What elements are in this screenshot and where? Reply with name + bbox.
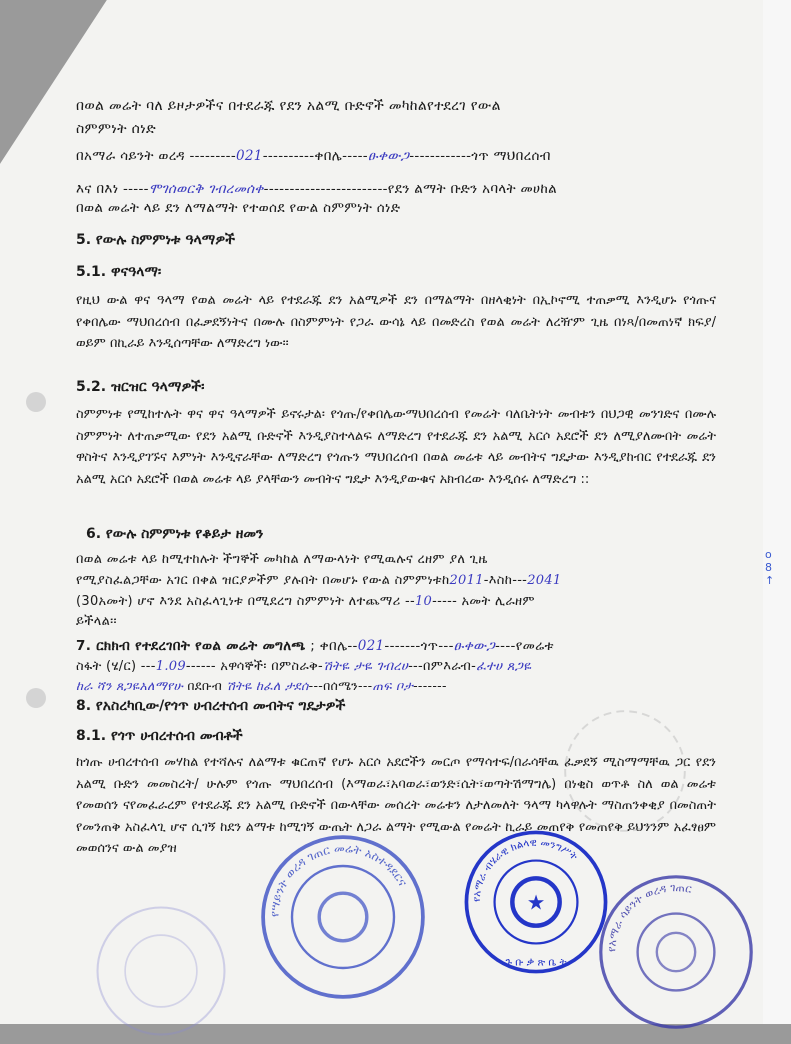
- section6-line2: የሚያስፈልጋቸው አገር በቀል ዝርያዎችም ያሉበት በመሆኑ የውል ስምምነቱከ2011-እስከ---2041: [76, 573, 562, 588]
- section7-heading: 7. ርክክብ የተደረገበት የወል መሬት መግለጫ: [76, 638, 306, 654]
- section5-1-text: የዚህ ውል ዋና ዓላማ የወል መሬት ላይ የተደራጁ ደን አልሚዎች ደን በማልማት በዘላቂነት በኢኮኖሚ ተጠቃሚ እንዲሆኑ የጎጡና የቀበሌው ማህበረሰብ በፈቃደኝነትና በሙሉ በስምምነት የጋራ ውሳኔ ላይ በመድረስ የወል መሬት ለረዥም ጊዜ በነጻ/በመጠነኛ ክፍያ/ ወይም በኪራይ እንዲሰጣቸው ለማድረግ ነው፡፡: [76, 293, 716, 351]
- section8-heading: 8. የአስረካቢው/የጎጥ ሀብረተሰብ መብትና ግዴታዎች: [76, 698, 346, 714]
- official-stamp-admin: [596, 872, 756, 1032]
- boundary-north-land: ጠፍ ቦታ: [372, 678, 414, 693]
- intro-woreda-label: በአማራ ሳይንት ወረዳ: [76, 148, 185, 164]
- intro-kebele-value: ፁቀውጋ: [367, 148, 410, 164]
- intro-row2: እና በእነ -----ሞገሰወርቅ ገብረመሰቀ------------------------የደን ልማት ቡድን አባላት መሀከል: [76, 181, 558, 197]
- section5-heading: 5. የውሉ ስምምነቱ ዓላማዎች: [76, 232, 235, 248]
- intro-row3: በወል መሬት ላይ ደን ለማልማት የተወሰደ የውል ስምምነት ሰነድ: [76, 200, 401, 216]
- boundary-west-value: ፈተሀ ጸጋዬ: [476, 659, 532, 674]
- punch-hole: [26, 392, 46, 412]
- svg-text:የሣይንት ወረዳ ገጠር መሬት አስተዳደርና: የሣይንት ወረዳ ገጠር መሬት አስተዳደርና: [267, 841, 410, 918]
- section5-2-heading: 5.2. ዝርዝር ዓላማዎች፡: [76, 379, 205, 395]
- punch-hole: [26, 688, 46, 708]
- section7-kebele-value: 021: [357, 638, 385, 654]
- document-title-line1: በወል መሬት ባለ ይዞታዎችና በተደራጁ የደን አልሚ ቡድኖች መካከልየተደረገ የውል: [76, 98, 501, 114]
- section6-line3-end: አመት ሊራዘም: [461, 594, 535, 609]
- faded-stamp: [92, 902, 230, 1040]
- svg-text:ጉ ቡ ቃ ጽ ቤ ት: ጉ ቡ ቃ ጽ ቤ ት: [505, 956, 567, 969]
- section7-kebele-label: ; ቀበሌ: [310, 638, 348, 654]
- section5-2-text: ስምምነቱ የሚከተሉት ዋና ዋና ዓላማዎች ይኖሩታል፡ የጎጡ/የቀበሌውማህበረሰብ የመሬት ባለቤትነት መብቱን በህጋዊ መንገድና በሙሉ ስምምነት ለተጠቃሚው የደን አልሚ ቡድኖች እንዲያስተላልፍ ለማድረግ የተደራጁ ደን አልሚ አርሶ አደሮች ደን ለሚያለሙበት መሬት ዋስትና እንዲያገኙና እምነት እንዲኖራቸው ለማድረግ የጎጡን ማህበረሰብ በወል መሬቱ ላይ መብትና ግዴታው እንዲያከብር የተደራጁ ደን አልሚ አርሶ አደሮች በወል መሬቱ ላይ ያላቸውን መብትና ግዴታ እንዲያውቁና አክብረው እንዲሰሩ ለማድረግ ::: [76, 407, 716, 487]
- faded-stamp-bleed: [560, 706, 690, 836]
- section7-got-label: ጎጥ: [420, 638, 439, 654]
- contract-start-year: 2011: [449, 573, 484, 588]
- section8-1-heading: 8.1. የጎጥ ሀብረተሰብ መብቶች: [76, 728, 243, 744]
- boundaries-east-label: አዋሳኞች፡ በምስራቅ: [220, 659, 319, 674]
- intro-woreda-no: 021: [236, 148, 263, 164]
- boundary-east-value: ሽትዬ ታዬ ገብረሀ: [323, 659, 409, 674]
- boundary-north-label: በሰሜን: [323, 678, 359, 693]
- document-title-line2: ስምምነት ሰነድ: [76, 121, 156, 137]
- section6-line3-text: (30አመት) ሆኖ እንደ አስፈላጊነቱ በሚደረግ ስምምነት ለተጨማሪ: [76, 594, 401, 609]
- boundary-west-label: በምእራብ: [423, 659, 472, 674]
- section7-got-value: ፁቀውጋ: [453, 638, 495, 654]
- land-area-label: ስፋት (ሄ/ር): [76, 659, 137, 674]
- land-area-value: 1.09: [155, 659, 186, 674]
- section7-row2: ስፋት (ሄ/ር) ---1.09------ አዋሳኞች፡ በምስራቅ-ሽትዬ ታዬ ገብረሀ---በምእራብ-ፈተሀ ጸጋዬ: [76, 659, 532, 674]
- intro-got-label: ጎጥ ማህበረሰብ: [471, 148, 551, 164]
- section5-1-heading: 5.1. ዋናዓላማ፡: [76, 264, 162, 280]
- intro-members-label: የደን ልማት ቡድን አባላት መሀከል: [387, 181, 558, 197]
- boundary-south-label: በደቡብ: [187, 678, 223, 693]
- contract-end-year: 2041: [527, 573, 562, 588]
- section6-line2-text: የሚያስፈልጋቸው አገር በቀል ዝርያዎችም ያሉበት በመሆኑ የውል ስምምነቱከ: [76, 573, 450, 588]
- official-stamp-woreda: [258, 832, 428, 1002]
- section8-1-text: ከጎጡ ሀብረተሰብ መሃከል የተሻሉና ለልማቱ ቁርጠኛ የሆኑ አርሶ አደሮችን መርጦ የማሳተፍ/በራሳቸዉ ፈቃደኝ ሚስማማቸዉ ጋር የደን አልሚ ቡድን መመስረት/ ሁሉም የጎጡ ማህበረሰብ (እማወራ፣አባወራ፣ወንድ፣ሴት፣ወጣትሽማግሌ) በነቂስ ወጥቶ ስለ ወል መሬቱ የመወሰን ናየመፈራረም የተደራጁ ደን አልሚ ቡድኖች በውላቸው መሰረት መሬቱን ለታለመለት ዓላማ ካላዋሉት ማስጠንቀቂያ በመስጠት የመንጠቅ አስፈላጊ ሆኖ ሲገኝ ከደን ልማቱ ከሚገኝ ውጤት ለጋራ ልማት የሚውል የመሬት ኪራይ መጠየቅ የመጠየቅ ይህንንም አፈፃፀም መወሰንና ውል መያዝ: [76, 755, 716, 856]
- section7-row3: ከራ ሻን ጸጋዬአለማየሁ በደቡብ ሽትዬ ከፈለ ታደሰ---በሰሜን---ጠፍ ቦታ-------: [76, 678, 447, 693]
- svg-text:የአማራ ብሄራዊ ክልላዊ መንግሥት: የአማራ ብሄራዊ ክልላዊ መንግሥት: [470, 836, 580, 903]
- extension-years: 10: [414, 594, 433, 609]
- section6-line4: ይችላል፡፡: [76, 614, 117, 629]
- svg-text:የአማራ ሳይንት ወረዳ ገጠር: የአማራ ሳይንት ወረዳ ገጠር: [605, 881, 693, 953]
- intro-row1: በአማራ ሳይንት ወረዳ ---------021----------ቀበሌ-----ፁቀውጋ------------ጎጥ ማህበረሰብ: [76, 148, 551, 164]
- section6-until-label: እስከ: [488, 573, 513, 588]
- official-stamp-kebele: [462, 828, 610, 976]
- svg-text:★: ★: [526, 890, 546, 915]
- intro-kebele-label: ቀበሌ: [314, 148, 343, 164]
- section6-heading: 6. የውሉ ስምምነቱ የቆይታ ዘመን: [86, 526, 264, 542]
- boundary-north-value: ከራ ሻን ጸጋዬአለማየሁ: [76, 678, 184, 693]
- margin-mark: o 8 ↑: [765, 548, 775, 587]
- next-page-edge: [763, 0, 791, 1024]
- section7-land-label: የመሬቱ: [515, 638, 554, 654]
- section6-line1: በወል መሬቱ ላይ ከሚተከሉት ችግኞች መካከል ለማውላነት የሚዉሉና ረዘም ያለ ጊዜ: [76, 552, 488, 567]
- boundary-south-value: ሽትዬ ከፈለ ታደሰ: [226, 678, 309, 693]
- section7-row1: 7. ርክክብ የተደረገበት የወል መሬት መግለጫ ; ቀበሌ--021-------ጎጥ---ፁቀውጋ----የመሬቱ: [76, 638, 554, 654]
- intro-and-label: እና በእነ: [76, 181, 119, 197]
- intro-group-names: ሞገሰወርቅ ገብረመሰቀ: [148, 181, 264, 197]
- section6-line3: (30አመት) ሆኖ እንደ አስፈላጊነቱ በሚደረግ ስምምነት ለተጨማሪ --10----- አመት ሊራዘም: [76, 594, 535, 609]
